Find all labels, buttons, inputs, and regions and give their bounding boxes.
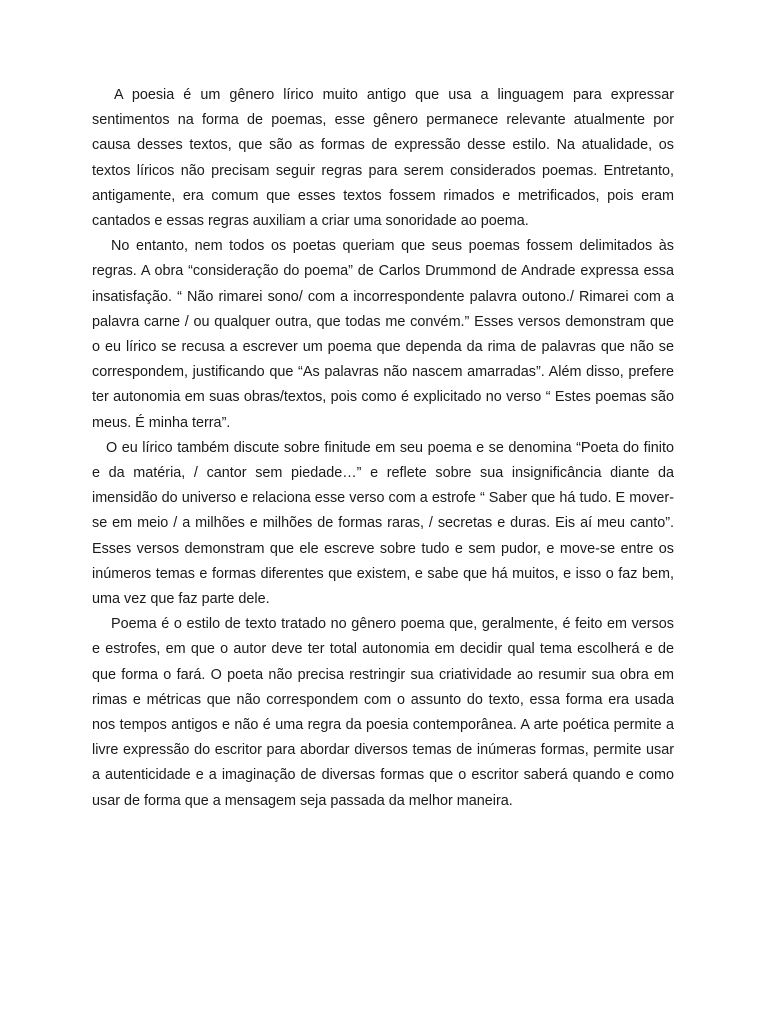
paragraph-intro: A poesia é um gênero lírico muito antigo que usa a linguagem para expressar sentimentos na forma de poemas, esse gênero permanece relevante atualmente por causa desses textos, que são as formas de expressão desse estilo. Na atualidade, os textos líricos não precisam seguir regras para serem considerados poemas. Entretanto, antigamente, era comum que esses textos fossem rimados e metrificados, pois eram cantados e essas regras auxiliam a criar uma sonoridade ao poema. (92, 87, 674, 230)
paragraph-drummond: No entanto, nem todos os poetas queriam que seus poemas fossem delimitados às regras. A obra “consideração do poema” de Carlos Drummond de Andrade expressa essa insatisfação. “ Não rimarei sono/ com a incorrespondente palavra outono./ Rimarei com a palavra carne / ou qualquer outra, que todas me convém.” Esses versos demonstram que o eu lírico se recusa a escrever um poema que dependa da rima de palavras que não se correspondem, justificando que “As palavras não nascem amarradas”. Além disso, prefere ter autonomia em suas obras/textos, pois como é explicitado no verso “ Estes poemas são meus. É minha terra”. (92, 238, 674, 431)
paragraph-finitude: O eu lírico também discute sobre finitude em seu poema e se denomina “Poeta do finito e da matéria, / cantor sem piedade…” e reflete sobre sua insignificância diante da imensidão do universo e relaciona esse verso com a estrofe “ Saber que há tudo. E mover-se em meio / a milhões e milhões de formas raras, / secretas e duras. Eis aí meu canto”. Esses versos demonstram que ele escreve sobre tudo e sem pudor, e move-se entre os inúmeros temas e formas diferentes que existem, e sabe que há muitos, e isso o faz bem, uma vez que faz parte dele. (92, 439, 674, 608)
document-body (92, 83, 674, 814)
paragraph-conclusion: Poema é o estilo de texto tratado no gênero poema que, geralmente, é feito em versos e estrofes, em que o autor deve ter total autonomia em decidir qual tema escolherá e de que forma o fará. O poeta não precisa restringir sua criatividade ao resumir sua obra em rimas e métricas que não correspondem com o assunto do texto, essa forma era usada nos tempos antigos e não é uma regra da poesia contemporânea. A arte poética permite a livre expressão do escritor para abordar diversos temas de inúmeras formas, permite usar a autenticidade e a imaginação de diversas formas que o escritor saberá quando e como usar de forma que a mensagem seja passada da melhor maneira. (92, 616, 674, 809)
